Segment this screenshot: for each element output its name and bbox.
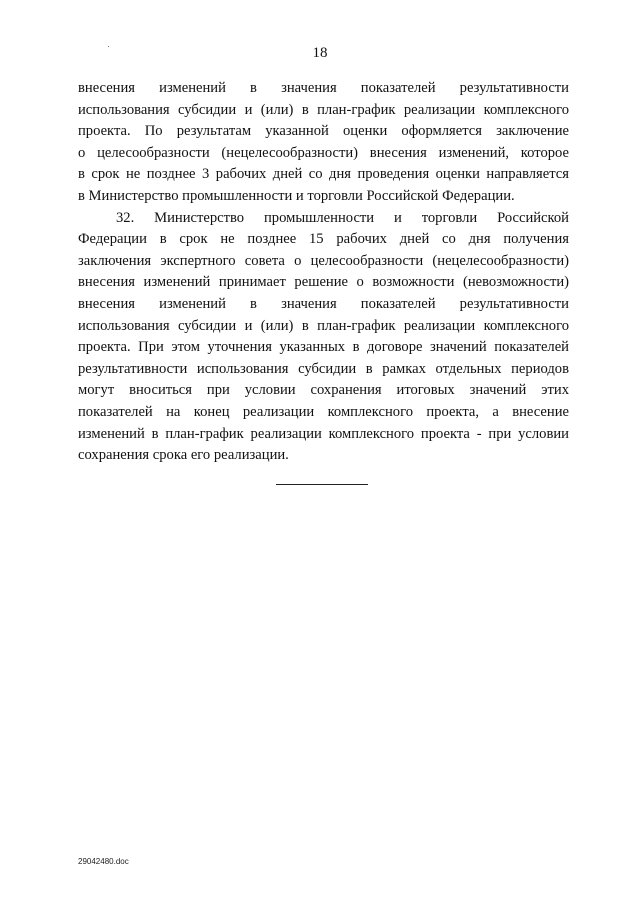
text-line: 32. Министерство промышленности и торговли Российской	[116, 209, 569, 226]
text-line: внесения изменений в значения показателей результативности	[78, 295, 569, 312]
paragraph-continuation	[78, 78, 569, 208]
text-line: Федерации в срок не позднее 15 рабочих дней со дня получения	[78, 231, 569, 248]
text-line: изменений в план-график реализации комплексного проекта - при условии	[78, 425, 569, 442]
text-line: проекта. При этом уточнения указанных в договоре значений показателей	[78, 339, 569, 356]
document-body	[78, 78, 569, 467]
end-separator-line	[276, 484, 368, 485]
text-line: заключения экспертного совета о целесообразности (нецелесообразности)	[78, 252, 569, 269]
paragraph-clause-32	[78, 208, 569, 467]
text-line: проекта. По результатам указанной оценки оформляется заключение	[78, 123, 569, 140]
text-line: сохранения срока его реализации.	[78, 447, 289, 464]
text-line: показателей на конец реализации комплексного проекта, а внесение	[78, 403, 569, 420]
text-line: внесения изменений принимает решение о возможности (невозможности)	[78, 274, 569, 291]
text-line: о целесообразности (нецелесообразности) внесения изменений, которое	[78, 144, 569, 161]
page-number: 18	[312, 45, 328, 61]
text-line: могут вноситься при условии сохранения итоговых значений этих	[78, 382, 569, 399]
footer-document-code: 29042480.doc	[78, 857, 129, 866]
text-line: использования субсидии и (или) в план-график реализации комплексного	[78, 317, 569, 334]
text-line: в срок не позднее 3 рабочих дней со дня проведения оценки направляется	[78, 166, 569, 183]
text-line: в Министерство промышленности и торговли Российской Федерации.	[78, 187, 515, 204]
text-line: результативности использования субсидии в рамках отдельных периодов	[78, 360, 569, 377]
text-line: внесения изменений в значения показателей результативности	[78, 80, 569, 96]
text-line: использования субсидии и (или) в план-график реализации комплексного	[78, 101, 569, 118]
